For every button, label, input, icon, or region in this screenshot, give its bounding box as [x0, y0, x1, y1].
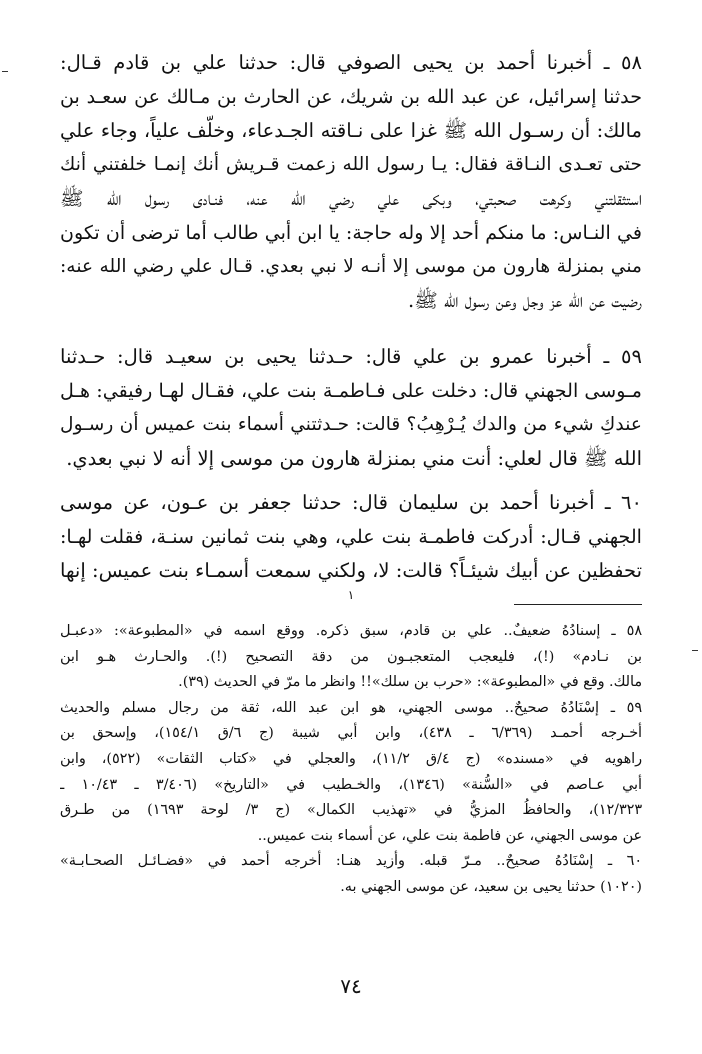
footnote-line: ١٢/٣٢٣)، والحافظُ المزيُّ في «تهذيب الكمال» (ج ٣/ لوحة ١٦٩٣) من طـرق [60, 802, 642, 819]
text-line: تحفظين عن أبيك شيئـاً؟ قالت: لا، ولكني سمعت أسمـاء بنت عميس: إنها [60, 559, 642, 582]
text-line: حتى تعـدى النـاقة فقال: يـا رسول الله زعمت قـريش أنك إنمـا خلفتني أنك [60, 154, 642, 175]
footnote-marker: ١ [347, 588, 355, 602]
footnote-line: ٦٠ ـ إسْنَادُهُ صحيحٌ.. مـرّ قبله. وأزيد هنـا: أخرجه أحمد في «فضـائـل الصحـابـة» [60, 853, 642, 870]
hadith-58 [60, 46, 642, 318]
hadith-60 [60, 486, 642, 588]
footnote-line: (١٠٢٠) حدثنا يحيى بن سعيد، عن موسى الجهني به. [340, 878, 642, 895]
text-line: ٦٠ ـ أخبرنا أحمد بن سليمان قال: حدثنا جعفر بن عـون، عن موسى [60, 491, 642, 514]
text-line: رضيت عن الله عز وجل وعن رسول الله ﷺ. [408, 289, 642, 312]
footnote-line: ٥٨ ـ إسنادُهُ ضعيفٌ.. علي بن قادم، سبق ذكره. ووقع اسمه في «المطبوعة»: «دعبـل [60, 623, 642, 639]
footnote-separator-rule [514, 604, 642, 605]
footnote-line: أبي عـاصم في «السُّنة» (١٣٤٦)، والخـطيب في «التاريخ» (٣/٤٠٦ ـ ١٠/٤٣ ـ [60, 776, 642, 793]
footnote-line: ٥٩ ـ إسْنَادُهُ صحيحٌ.. موسى الجهني، هو ابن عبد الله، ثقة من رجال مسلم والحديث [60, 699, 642, 716]
text-line: الله ﷺ قال لعلي: أنت مني بمنزلة هارون من موسى إلا أنه لا نبي بعدي. [66, 447, 642, 470]
text-line: مالك: أن رسـول الله ﷺ غزا على نـاقته الجـدعاء، وخلّف علياً، وجاء علي [60, 119, 642, 142]
page-number: ٧٤ [340, 974, 362, 998]
text-line: حدثنا إسرائيل، عن عبد الله بن شريك، عن الحارث بن مـالك عن سعـد بن [60, 85, 642, 108]
footnote-line: راهويه في «مسنده» (ج ٤/ق ١١/٢)، والعجلي في «كتاب الثقات» (٥٢٢)، وابن [60, 750, 642, 767]
book-page [60, 46, 642, 901]
footnote-line: بن نـادم» (!)، فليعجب المتعجبـون من دقة التصحيح (!). والحـارث هـو ابن [60, 648, 642, 665]
text-line: ٥٩ ـ أخبرنا عمرو بن علي قال: حـدثنا يحيى بن سعيـد قال: حـدثنا [60, 345, 642, 368]
text-line: مـوسى الجهني قال: دخلت على فـاطمـة بنت علي، فقـال لهـا رفيقي: هـل [60, 379, 642, 402]
footnote-58 [60, 619, 642, 696]
footnote-60 [60, 849, 642, 900]
text-line: في النـاس: ما منكم أحد إلا وله حاجة: يا ابن أبي طالب أما ترضى أن تكون [60, 221, 642, 244]
text-line: مني بمنزلة هارون من موسى إلا أنـه لا نبي بعدي. قـال علي رضي الله عنه: [60, 256, 642, 277]
footnotes [60, 619, 642, 901]
text-line: عندكِ شيء من والدك يُـرْهِبُ؟ قالت: حـدثتني أسماء بنت عميس أن رسـول [60, 414, 642, 435]
text-line: استثقلتني وكرهت صحبتي، وبكى علي رضي الله عنه، فنـادى رسول الله ﷺ [60, 187, 642, 210]
text-line: ٥٨ ـ أخبرنا أحمد بن يحيى الصوفي قال: حدثنا علي بن قادم قـال: [60, 51, 642, 74]
footnote-59 [60, 696, 642, 850]
scan-edge-mark-right [692, 650, 698, 651]
footnote-line: مالك. وقع في «المطبوعة»: «حرب بن سلك»!! وانظر ما مرّ في الحديث (٣٩). [178, 674, 642, 691]
scan-edge-mark-left [2, 71, 8, 72]
footnote-line: عن موسى الجهني، عن فاطمة بنت علي، عن أسماء بنت عميس.. [257, 827, 642, 844]
text-line: الجهني قـال: أدركت فاطمـة بنت علي، وهي بنت ثمانين سنـة، فقلت لهـا: [60, 525, 642, 548]
footnote-line: أخـرجه أحمـد (٦/٣٦٩ ـ ٤٣٨)، وابن أبي شيبة (ج ٦/ق ١٥٤/١)، وإسحق بن [60, 725, 642, 742]
hadith-59 [60, 340, 642, 476]
